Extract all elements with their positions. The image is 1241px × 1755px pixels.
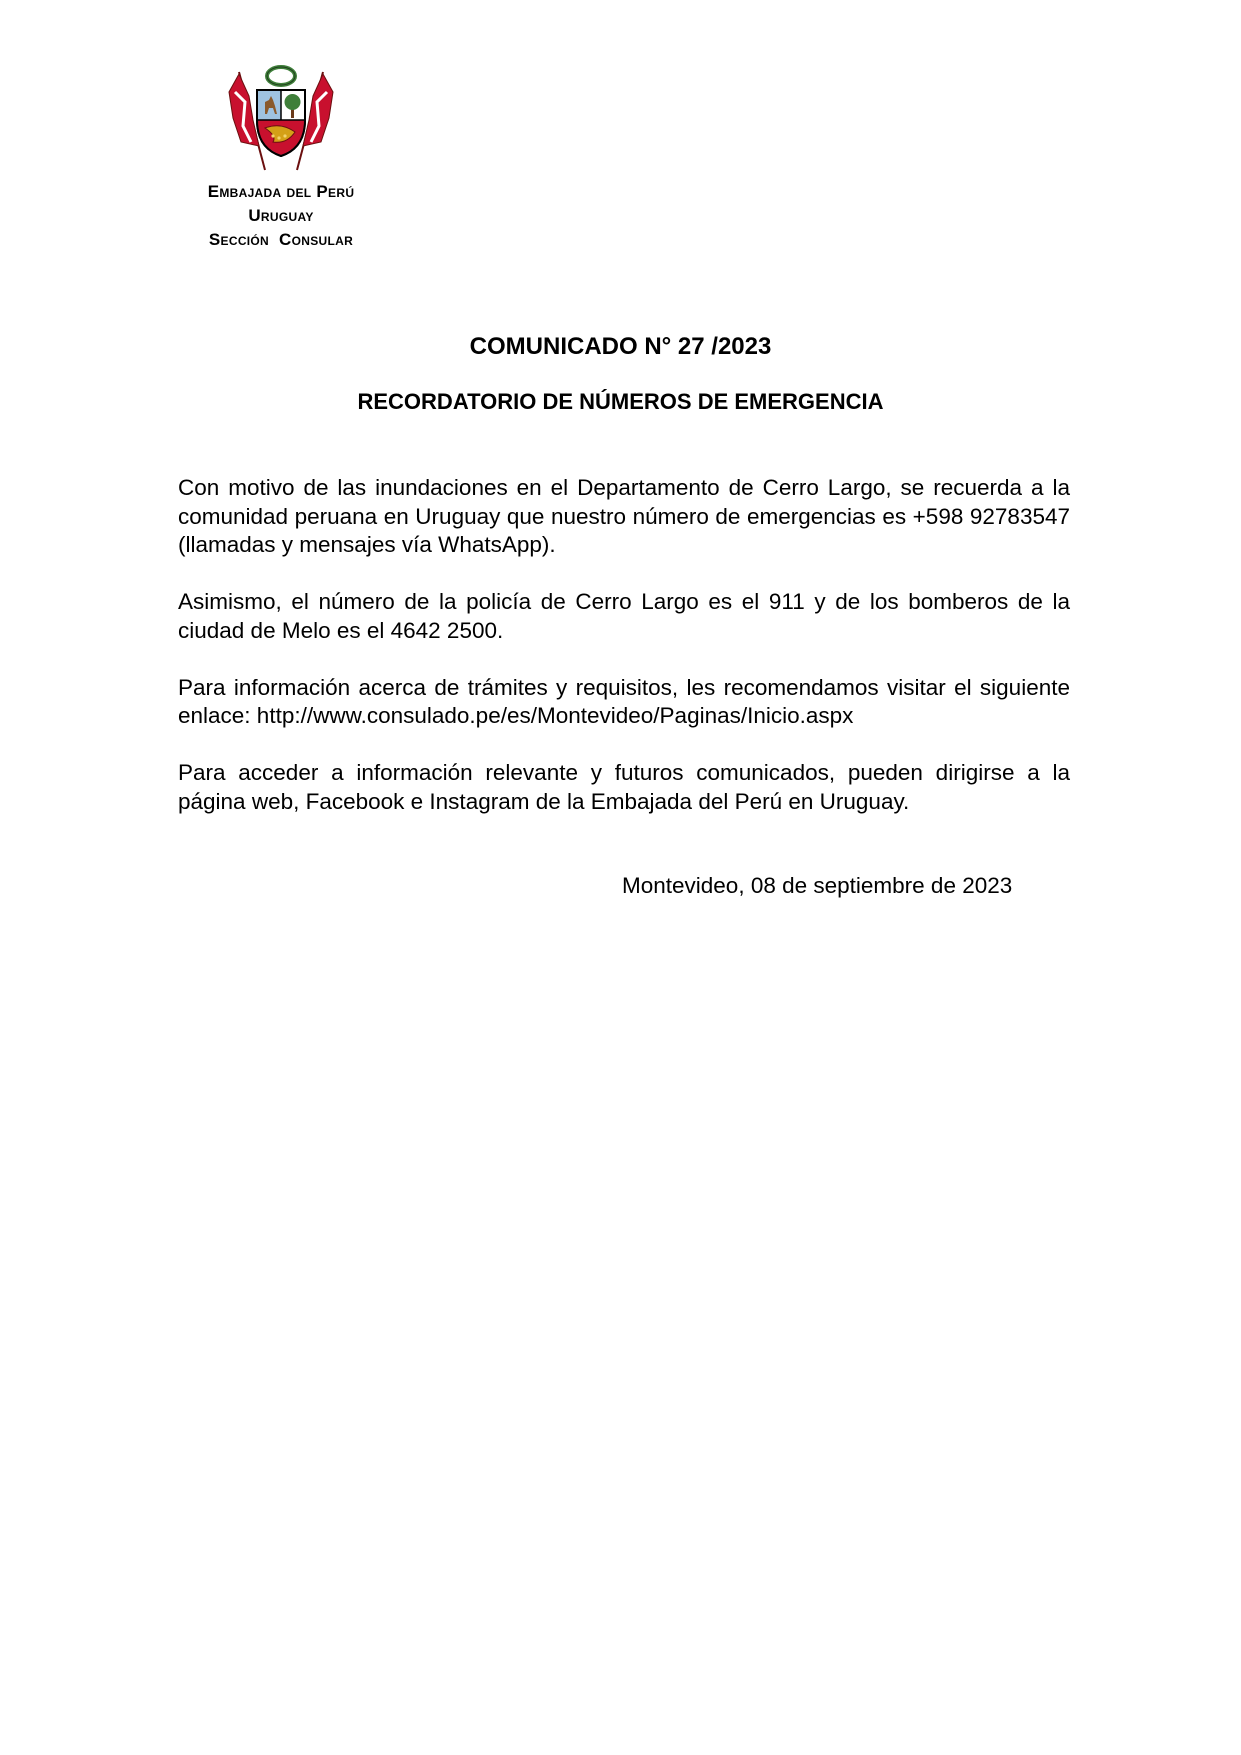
paragraph-flood-notice: Con motivo de las inundaciones en el Departamento de Cerro Largo, se recuerda a la comunidad peruana en Uruguay que nuestro número de emergencias es +598 92783547 (llamadas y mensajes vía WhatsApp). <box>178 475 1070 557</box>
document-body <box>178 474 1070 845</box>
peru-coat-of-arms-icon <box>225 62 337 174</box>
letterhead-country: Uruguay <box>248 206 314 225</box>
paragraph-social-media: Para acceder a información relevante y futuros comunicados, pueden dirigirse a la página web, Facebook e Instagram de la Embajada del Perú en Uruguay. <box>178 760 1070 814</box>
document-title: COMUNICADO N° 27 /2023 <box>469 333 772 360</box>
dateline: Montevideo, 08 de septiembre de 2023 <box>622 873 1013 898</box>
document-subtitle: RECORDATORIO DE NÚMEROS DE EMERGENCIA <box>357 389 884 414</box>
letterhead-embassy: Embajada del Perú <box>207 182 355 201</box>
letterhead-section: Sección Consular <box>208 230 354 249</box>
paragraph-procedures-link: Para información acerca de trámites y requisitos, les recomendamos visitar el siguiente enlace: http://www.consulado.pe/es/Montevideo/Paginas/Inicio.aspx <box>178 674 1070 728</box>
letterhead <box>150 180 412 252</box>
paragraph-emergency-numbers: Asimismo, el número de la policía de Cerro Largo es el 911 y de los bomberos de la ciudad de Melo es el 4642 2500. <box>178 589 1070 643</box>
